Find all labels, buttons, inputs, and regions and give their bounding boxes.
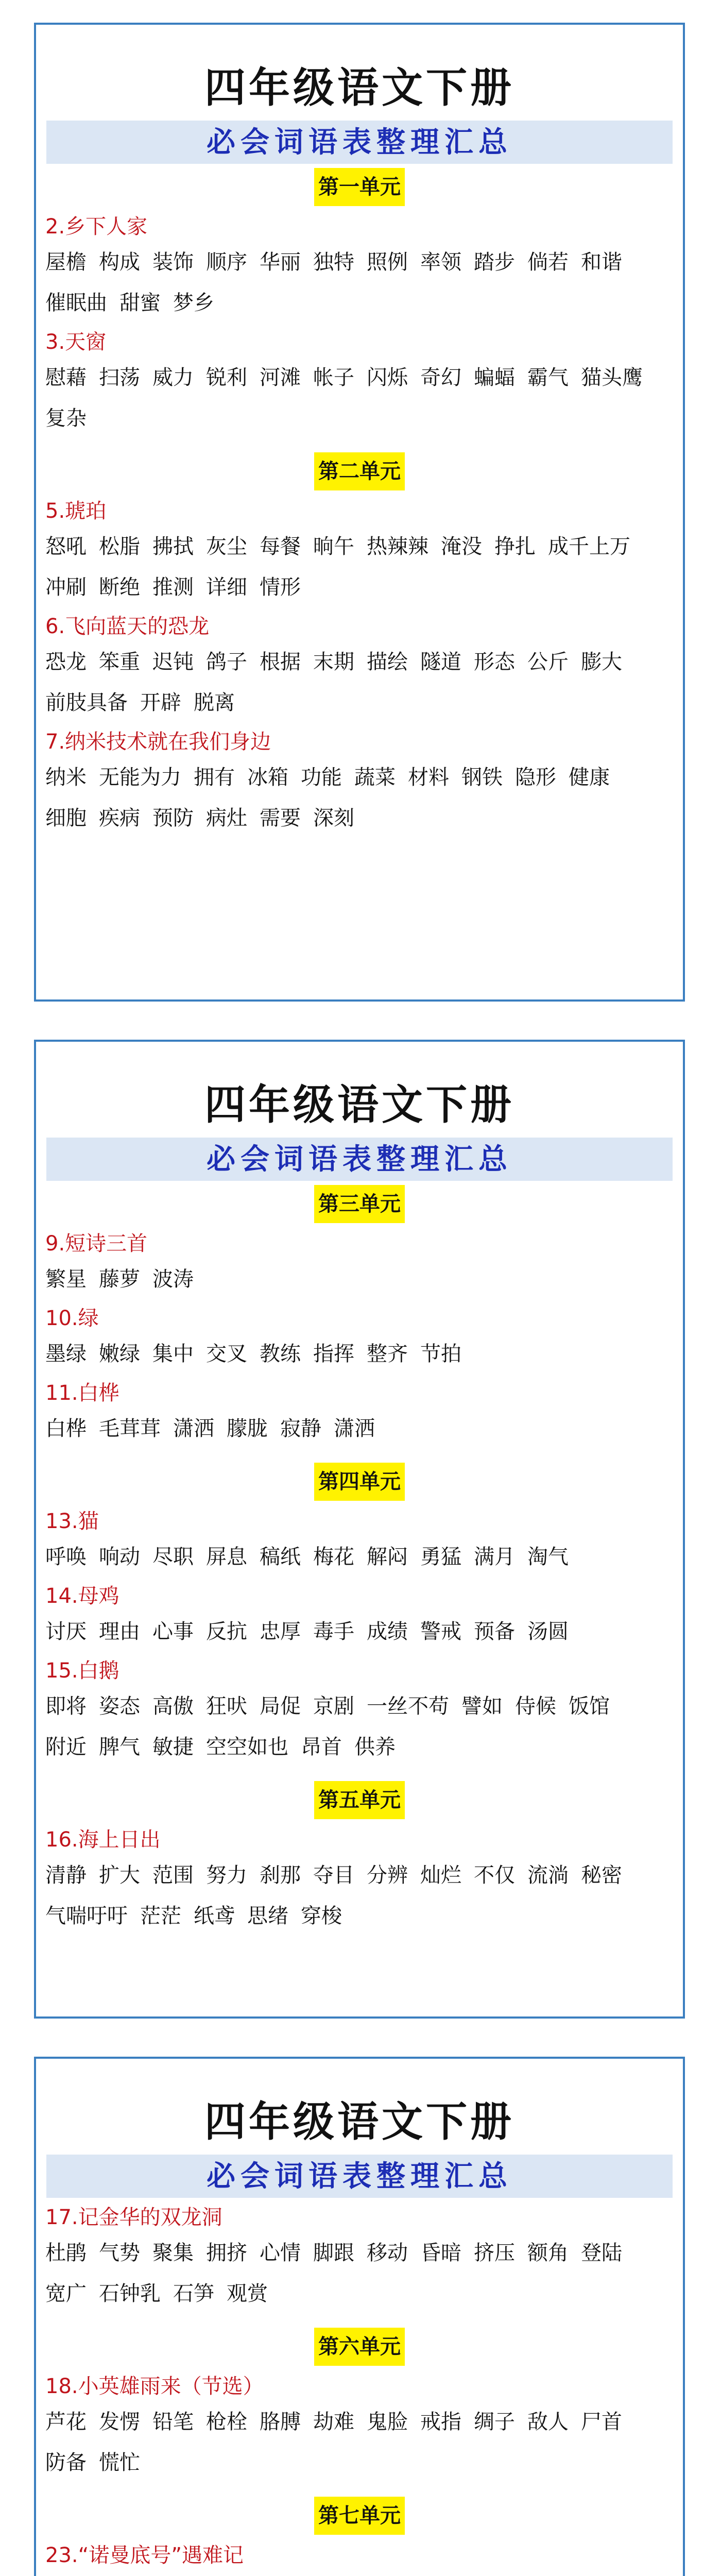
vocab-word: 细胞 bbox=[45, 806, 87, 830]
vocab-word: 拥有 bbox=[194, 766, 235, 789]
vocab-word: 纸鸢 bbox=[194, 1904, 235, 1928]
vocab-word: 穿梭 bbox=[301, 1904, 342, 1928]
vocab-word: 讨厌 bbox=[45, 1620, 87, 1643]
vocab-word: 昂首 bbox=[301, 1735, 342, 1759]
page-subtitle: 必会词语表整理汇总 bbox=[46, 2155, 673, 2198]
vocab-word: 不仅 bbox=[474, 1863, 515, 1887]
vocab-word: 挣扎 bbox=[494, 535, 536, 558]
unit-label: 第四单元 bbox=[314, 1463, 405, 1501]
vocab-word: 鬼脸 bbox=[367, 2410, 408, 2434]
word-list bbox=[45, 527, 674, 608]
unit-label: 第二单元 bbox=[314, 452, 405, 490]
vocab-word: 局促 bbox=[260, 1694, 301, 1718]
vocab-word: 预防 bbox=[152, 806, 194, 830]
vocab-word: 详细 bbox=[206, 575, 247, 599]
vocab-word: 公斤 bbox=[527, 650, 569, 674]
vocab-word bbox=[260, 2571, 301, 2576]
vocab-word: 脾气 bbox=[99, 1735, 140, 1759]
vocab-word: 河滩 bbox=[260, 366, 301, 389]
vocab-word: 集中 bbox=[152, 1342, 194, 1366]
vocab-word: 范围 bbox=[152, 1863, 194, 1887]
page-title: 四年级语文下册 bbox=[204, 1080, 514, 1129]
vocab-word: 铅笔 bbox=[152, 2410, 194, 2434]
vocab-word: 发愣 bbox=[99, 2410, 140, 2434]
unit-label: 第五单元 bbox=[314, 1781, 405, 1819]
lesson bbox=[45, 2540, 674, 2576]
word-list bbox=[45, 2233, 674, 2314]
vocab-word: 忠厚 bbox=[260, 1620, 301, 1643]
vocab-word: 蔬菜 bbox=[354, 766, 396, 789]
vocab-word: 拂拭 bbox=[152, 535, 194, 558]
vocab-word: 心事 bbox=[152, 1620, 194, 1643]
lesson bbox=[45, 2202, 674, 2314]
lesson bbox=[45, 1506, 674, 1578]
lesson-title: 2.乡下人家 bbox=[45, 215, 148, 239]
page-subtitle: 必会词语表整理汇总 bbox=[46, 1138, 673, 1181]
vocab-word: 额角 bbox=[527, 2241, 569, 2265]
vocab-word: 杜鹃 bbox=[45, 2241, 87, 2265]
vocab-word: 石笋 bbox=[173, 2282, 214, 2306]
lesson-title: 3.天窗 bbox=[45, 330, 107, 354]
vocab-word: 需要 bbox=[260, 806, 301, 830]
vocab-word: 藤萝 bbox=[99, 1267, 140, 1291]
vocab-word: 深刻 bbox=[313, 806, 354, 830]
vocab-word: 尽职 bbox=[152, 1545, 194, 1569]
vocab-word: 前肢具备 bbox=[45, 691, 128, 715]
vocab-word: 交叉 bbox=[206, 1342, 247, 1366]
unit-heading bbox=[36, 452, 683, 493]
vocab-word bbox=[99, 2571, 140, 2576]
lesson-title: 15.白鹅 bbox=[45, 1659, 119, 1683]
vocab-word: 迟钝 bbox=[152, 650, 194, 674]
unit-heading bbox=[36, 168, 683, 208]
vocab-word: 白桦 bbox=[45, 1417, 87, 1440]
word-list bbox=[45, 642, 674, 723]
vocab-word: 脱离 bbox=[194, 691, 235, 715]
lesson-title: 11.白桦 bbox=[45, 1381, 119, 1405]
lesson bbox=[45, 211, 674, 324]
vocab-word: 满月 bbox=[474, 1545, 515, 1569]
lesson-title: 14.母鸡 bbox=[45, 1584, 119, 1608]
vocab-word: 闪烁 bbox=[367, 366, 408, 389]
unit-heading bbox=[36, 1781, 683, 1821]
vocab-word: 即将 bbox=[45, 1694, 87, 1718]
vocab-word: 推测 bbox=[152, 575, 194, 599]
vocab-word bbox=[474, 2571, 515, 2576]
vocab-word: 猫头鹰 bbox=[581, 366, 643, 389]
vocab-word: 胳膊 bbox=[260, 2410, 301, 2434]
word-list bbox=[45, 1409, 674, 1449]
vocab-word: 功能 bbox=[301, 766, 342, 789]
unit-label: 第六单元 bbox=[314, 2328, 405, 2366]
vocab-word: 观赏 bbox=[227, 2282, 268, 2306]
lesson-title: 5.琥珀 bbox=[45, 499, 107, 523]
vocab-word: 京剧 bbox=[313, 1694, 354, 1718]
vocab-word: 流淌 bbox=[527, 1863, 569, 1887]
worksheet-page-3 bbox=[34, 2057, 685, 2576]
vocab-word: 纳米 bbox=[45, 766, 87, 789]
vocab-word: 墨绿 bbox=[45, 1342, 87, 1366]
vocab-word: 气势 bbox=[99, 2241, 140, 2265]
vocab-word: 华丽 bbox=[260, 250, 301, 274]
vocab-word: 淘气 bbox=[527, 1545, 569, 1569]
lesson bbox=[45, 611, 674, 723]
lesson bbox=[45, 327, 674, 439]
vocab-word: 戒指 bbox=[420, 2410, 461, 2434]
vocab-word: 空空如也 bbox=[206, 1735, 288, 1759]
vocab-word: 催眠曲 bbox=[45, 291, 107, 315]
vocab-word: 潇洒 bbox=[334, 1417, 375, 1440]
vocab-word: 努力 bbox=[206, 1863, 247, 1887]
word-list bbox=[45, 358, 674, 439]
word-list bbox=[45, 1612, 674, 1652]
lesson bbox=[45, 1581, 674, 1652]
vocab-word: 成绩 bbox=[367, 1620, 408, 1643]
vocab-word: 登陆 bbox=[581, 2241, 622, 2265]
vocab-word: 无能为力 bbox=[99, 766, 181, 789]
vocab-word: 分辨 bbox=[367, 1863, 408, 1887]
vocab-word: 隐形 bbox=[515, 766, 556, 789]
vocab-word bbox=[206, 2571, 247, 2576]
vocab-word: 防备 bbox=[45, 2451, 87, 2475]
vocab-word: 松脂 bbox=[99, 535, 140, 558]
vocab-word: 警戒 bbox=[420, 1620, 461, 1643]
vocab-word: 劫难 bbox=[313, 2410, 354, 2434]
vocab-word: 照例 bbox=[367, 250, 408, 274]
vocab-word: 顺序 bbox=[206, 250, 247, 274]
lesson bbox=[45, 496, 674, 608]
word-list bbox=[45, 1855, 674, 1937]
vocab-word: 秘密 bbox=[581, 1863, 622, 1887]
vocab-word: 供养 bbox=[354, 1735, 396, 1759]
vocab-word: 稿纸 bbox=[260, 1545, 301, 1569]
vocab-word: 健康 bbox=[569, 766, 610, 789]
lesson-title: 7.纳米技术就在我们身边 bbox=[45, 730, 271, 754]
lesson-title: 16.海上日出 bbox=[45, 1828, 161, 1852]
vocab-word: 呼唤 bbox=[45, 1545, 87, 1569]
vocab-word: 潇洒 bbox=[173, 1417, 214, 1440]
vocab-word: 敌人 bbox=[527, 2410, 569, 2434]
vocab-word: 茫茫 bbox=[140, 1904, 181, 1928]
vocab-word: 移动 bbox=[367, 2241, 408, 2265]
vocab-word: 整齐 bbox=[367, 1342, 408, 1366]
vocab-word: 灿烂 bbox=[420, 1863, 461, 1887]
word-list bbox=[45, 1686, 674, 1768]
vocab-word: 率领 bbox=[420, 250, 461, 274]
lesson bbox=[45, 1655, 674, 1768]
worksheet-page-1 bbox=[34, 23, 685, 1002]
vocab-word: 预备 bbox=[474, 1620, 515, 1643]
vocab-word: 慌忙 bbox=[99, 2451, 140, 2475]
vocab-word: 勇猛 bbox=[420, 1545, 461, 1569]
lesson bbox=[45, 1303, 674, 1375]
unit-heading bbox=[36, 1463, 683, 1503]
vocab-word: 钢铁 bbox=[461, 766, 503, 789]
vocab-word: 根据 bbox=[260, 650, 301, 674]
page-title: 四年级语文下册 bbox=[204, 63, 514, 112]
vocab-word: 奇幻 bbox=[420, 366, 461, 389]
vocab-word: 威力 bbox=[152, 366, 194, 389]
vocab-word: 病灶 bbox=[206, 806, 247, 830]
word-list bbox=[45, 757, 674, 839]
vocab-word bbox=[45, 2571, 87, 2576]
vocab-word: 鸽子 bbox=[206, 650, 247, 674]
vocab-word: 开辟 bbox=[140, 691, 181, 715]
vocab-word bbox=[152, 2571, 194, 2576]
vocab-word: 一丝不苟 bbox=[367, 1694, 449, 1718]
vocab-word: 枪栓 bbox=[206, 2410, 247, 2434]
lesson-title: 9.短诗三首 bbox=[45, 1232, 148, 1256]
lesson-title: 10.绿 bbox=[45, 1307, 99, 1330]
vocab-word: 毒手 bbox=[313, 1620, 354, 1643]
word-list bbox=[45, 1259, 674, 1300]
worksheet-page-2 bbox=[34, 1040, 685, 2019]
vocab-word: 描绘 bbox=[367, 650, 408, 674]
vocab-word: 夺目 bbox=[313, 1863, 354, 1887]
vocab-word: 毛茸茸 bbox=[99, 1417, 161, 1440]
vocab-word: 敏捷 bbox=[152, 1735, 194, 1759]
vocab-word: 响动 bbox=[99, 1545, 140, 1569]
lesson-title: 23.“诺曼底号”遇难记 bbox=[45, 2544, 244, 2567]
vocab-word: 膨大 bbox=[581, 650, 622, 674]
vocab-word: 拥挤 bbox=[206, 2241, 247, 2265]
vocab-word: 梅花 bbox=[313, 1545, 354, 1569]
vocab-word bbox=[367, 2571, 408, 2576]
vocab-word: 锐利 bbox=[206, 366, 247, 389]
vocab-word: 慰藉 bbox=[45, 366, 87, 389]
vocab-word: 挤压 bbox=[474, 2241, 515, 2265]
lesson-title: 18.小英雄雨来（节选） bbox=[45, 2375, 264, 2398]
lesson bbox=[45, 2371, 674, 2483]
unit-heading bbox=[36, 2497, 683, 2537]
lesson bbox=[45, 1824, 674, 1937]
lesson bbox=[45, 1228, 674, 1300]
vocab-word: 宽广 bbox=[45, 2282, 87, 2306]
unit-heading bbox=[36, 1185, 683, 1225]
vocab-word: 踏步 bbox=[474, 250, 515, 274]
unit-label: 第一单元 bbox=[314, 168, 405, 206]
vocab-word: 石钟乳 bbox=[99, 2282, 161, 2306]
vocab-word: 形态 bbox=[474, 650, 515, 674]
vocab-word: 和谐 bbox=[581, 250, 622, 274]
sections bbox=[36, 168, 683, 839]
word-list bbox=[45, 1334, 674, 1375]
vocab-word: 附近 bbox=[45, 1735, 87, 1759]
vocab-word: 复杂 bbox=[45, 406, 87, 430]
vocab-word: 繁星 bbox=[45, 1267, 87, 1291]
vocab-word: 独特 bbox=[313, 250, 354, 274]
vocab-word: 恐龙 bbox=[45, 650, 87, 674]
unit-heading bbox=[36, 2328, 683, 2368]
vocab-word: 倘若 bbox=[527, 250, 569, 274]
vocab-word: 气喘吁吁 bbox=[45, 1904, 128, 1928]
vocab-word: 装饰 bbox=[152, 250, 194, 274]
vocab-word: 热辣辣 bbox=[367, 535, 428, 558]
lesson bbox=[45, 726, 674, 839]
vocab-word: 霸气 bbox=[527, 366, 569, 389]
vocab-word: 清静 bbox=[45, 1863, 87, 1887]
lesson-title: 6.飞向蓝天的恐龙 bbox=[45, 615, 210, 638]
vocab-word: 灰尘 bbox=[206, 535, 247, 558]
vocab-word: 材料 bbox=[408, 766, 449, 789]
vocab-word bbox=[420, 2571, 461, 2576]
word-list bbox=[45, 242, 674, 324]
vocab-word: 刹那 bbox=[260, 1863, 301, 1887]
vocab-word: 梦乡 bbox=[173, 291, 214, 315]
vocab-word: 构成 bbox=[99, 250, 140, 274]
vocab-word: 帐子 bbox=[313, 366, 354, 389]
vocab-word: 聚集 bbox=[152, 2241, 194, 2265]
vocab-word: 高傲 bbox=[152, 1694, 194, 1718]
vocab-word: 汤圆 bbox=[527, 1620, 569, 1643]
vocab-word: 屏息 bbox=[206, 1545, 247, 1569]
vocab-word: 节拍 bbox=[420, 1342, 461, 1366]
vocab-word: 解闷 bbox=[367, 1545, 408, 1569]
vocab-word: 昏暗 bbox=[420, 2241, 461, 2265]
vocab-word: 姿态 bbox=[99, 1694, 140, 1718]
vocab-word: 疾病 bbox=[99, 806, 140, 830]
vocab-word: 波涛 bbox=[152, 1267, 194, 1291]
vocab-word: 冰箱 bbox=[247, 766, 288, 789]
sections bbox=[36, 1185, 683, 1937]
vocab-word: 情形 bbox=[260, 575, 301, 599]
vocab-word: 譬如 bbox=[461, 1694, 503, 1718]
unit-label: 第三单元 bbox=[314, 1185, 405, 1223]
vocab-word bbox=[527, 2571, 569, 2576]
vocab-word bbox=[313, 2571, 354, 2576]
lesson-title: 17.记金华的双龙洞 bbox=[45, 2206, 222, 2229]
unit-label: 第七单元 bbox=[314, 2497, 405, 2535]
vocab-word: 侍候 bbox=[515, 1694, 556, 1718]
vocab-word: 每餐 bbox=[260, 535, 301, 558]
vocab-word: 脚跟 bbox=[313, 2241, 354, 2265]
vocab-word: 末期 bbox=[313, 650, 354, 674]
vocab-word: 芦花 bbox=[45, 2410, 87, 2434]
vocab-word: 冲刷 bbox=[45, 575, 87, 599]
word-list bbox=[45, 2402, 674, 2483]
vocab-word: 反抗 bbox=[206, 1620, 247, 1643]
vocab-word: 绸子 bbox=[474, 2410, 515, 2434]
vocab-word: 淹没 bbox=[441, 535, 482, 558]
vocab-word: 怒吼 bbox=[45, 535, 87, 558]
vocab-word: 扩大 bbox=[99, 1863, 140, 1887]
page-subtitle: 必会词语表整理汇总 bbox=[46, 121, 673, 164]
vocab-word: 心情 bbox=[260, 2241, 301, 2265]
vocab-word: 理由 bbox=[99, 1620, 140, 1643]
vocab-word: 晌午 bbox=[313, 535, 354, 558]
vocab-word: 嫩绿 bbox=[99, 1342, 140, 1366]
lesson-title: 13.猫 bbox=[45, 1510, 99, 1533]
page-title: 四年级语文下册 bbox=[204, 2097, 514, 2146]
vocab-word: 狂吠 bbox=[206, 1694, 247, 1718]
vocab-word: 教练 bbox=[260, 1342, 301, 1366]
word-list bbox=[45, 2571, 674, 2576]
vocab-word: 蝙蝠 bbox=[474, 366, 515, 389]
vocab-word: 寂静 bbox=[280, 1417, 321, 1440]
vocab-word: 甜蜜 bbox=[119, 291, 161, 315]
vocab-word: 成千上万 bbox=[548, 535, 630, 558]
vocab-word: 尸首 bbox=[581, 2410, 622, 2434]
vocab-word: 扫荡 bbox=[99, 366, 140, 389]
vocab-word: 指挥 bbox=[313, 1342, 354, 1366]
sections bbox=[36, 2202, 683, 2576]
vocab-word: 屋檐 bbox=[45, 250, 87, 274]
word-list bbox=[45, 1537, 674, 1578]
lesson bbox=[45, 1378, 674, 1449]
vocab-word: 断绝 bbox=[99, 575, 140, 599]
vocab-word: 朦胧 bbox=[227, 1417, 268, 1440]
vocab-word: 饭馆 bbox=[569, 1694, 610, 1718]
vocab-word: 思绪 bbox=[247, 1904, 288, 1928]
vocab-word: 隧道 bbox=[420, 650, 461, 674]
vocab-word: 笨重 bbox=[99, 650, 140, 674]
